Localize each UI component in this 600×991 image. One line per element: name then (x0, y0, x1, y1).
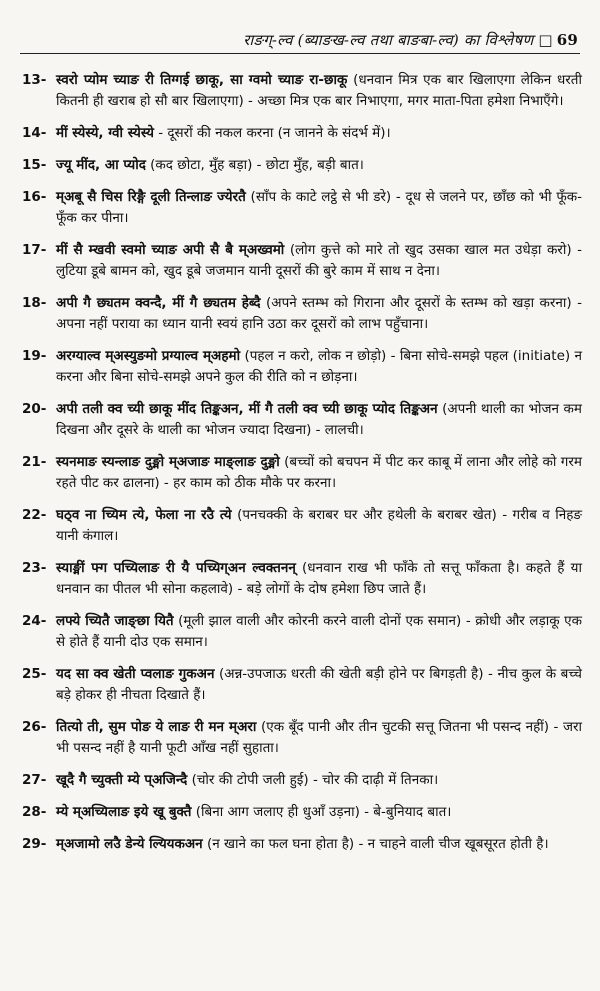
entry-text (56, 70, 582, 112)
proverb-phrase: मीं स्येस्ये, ग्वी स्येस्ये (56, 125, 154, 141)
entry-number: 23- (22, 560, 47, 576)
list-item (22, 717, 582, 759)
proverb-meaning: (मूली झाल वाली और कोरनी करने वाली दोनों एक समान) - क्रोधी और लड़ाकू एक से होते हैं यानी दोउ एक समान। (56, 613, 582, 650)
entry-text (56, 123, 582, 144)
proverb-phrase: खूदै गै च्युक्ती म्ये प्अजिन्दै (56, 772, 188, 788)
proverb-phrase: यद सा क्व खेती प्वलाङ गुकअन (56, 666, 215, 682)
entry-number: 27- (22, 772, 47, 788)
proverb-phrase: ज्यू मींद, आ प्योद (56, 157, 146, 173)
proverb-phrase: अपी गै छ्यतम क्वन्दै, मीं गै छ्यतम हेब्दै (56, 295, 261, 311)
entry-number: 22- (22, 507, 47, 523)
proverb-meaning: (अपने स्तम्भ को गिराना और दूसरों के स्तम्भ को खड़ा करना) - अपना नहीं पराया का ध्यान यानी स्वयं हानि उठा कर दूसरों को लाभ पहुँचाना। (56, 295, 582, 332)
list-item (22, 452, 582, 494)
proverb-phrase: घठ्व ना च्यिम त्ये, फेला ना रउै त्ये (56, 507, 232, 523)
proverb-meaning: (धनवान मित्र एक बार खिलाएगा लेकिन धरती कितनी ही खराब हो सौ बार खिलाएगा) - अच्छा मित्र एक बार निभाएगा, मगर माता-पिता हमेशा निभाएँगे। (56, 72, 582, 109)
entry-text (56, 505, 582, 547)
page-number: 69 (556, 31, 578, 49)
list-item (22, 558, 582, 600)
proverb-phrase: अरग्याल्व म्अस्युङमो प्रग्याल्व म्अहमो (56, 348, 241, 364)
proverb-meaning: (धनवान राख भी फाँके तो सत्तू फाँकता है। कहते हैं या धनवान का पीतल भी सोना कहलावे) - बड़े लोगों के दोष हमेशा छिप जाते हैं। (56, 560, 582, 597)
entry-text (56, 558, 582, 600)
entry-number: 21- (22, 454, 47, 470)
entry-text (56, 834, 582, 855)
proverb-meaning: - दूसरों की नकल करना (न जानने के संदर्भ में)। (153, 125, 391, 141)
proverb-phrase: तित्यो ती, सुम पोङ ये लाङ री मन म्अरा (56, 719, 257, 735)
list-item (22, 155, 582, 176)
entry-text (56, 802, 582, 823)
proverb-list (22, 70, 582, 866)
list-item (22, 802, 582, 823)
entry-text (56, 770, 582, 791)
entry-text (56, 664, 582, 706)
entry-number: 16- (22, 189, 47, 205)
entry-text (56, 187, 582, 229)
header-title: राङग्-ल्व (ब्याङख-ल्व तथा बाङबा-ल्व) का विश्लेषण (243, 31, 534, 49)
proverb-meaning: (बच्चों को बचपन में पीट कर काबू में लाना और लोहे को गरम रहते पीट कर ढालना) - हर काम को ठीक मौके पर करना। (56, 454, 583, 491)
proverb-meaning: (एक बूँद पानी और तीन चुटकी सत्तू जितना भी पसन्द नहीं) - जरा भी पसन्द नहीं है यानी फूटी आँख नहीं सुहाता। (56, 719, 582, 756)
entry-number: 14- (22, 125, 47, 141)
list-item (22, 187, 582, 229)
entry-number: 17- (22, 242, 47, 258)
entry-number: 28- (22, 804, 47, 820)
proverb-meaning: (कद छोटा, मुँह बड़ा) - छोटा मुँह, बड़ी बात। (145, 157, 364, 173)
list-item (22, 399, 582, 441)
entry-text (56, 293, 582, 335)
entry-number: 19- (22, 348, 47, 364)
entry-text (56, 346, 582, 388)
entry-number: 18- (22, 295, 47, 311)
entry-text (56, 399, 582, 441)
header-rule (20, 53, 580, 54)
proverb-phrase: म्अजामो लउै डेन्ये ल्यियकअन (56, 836, 203, 852)
entry-text (56, 717, 582, 759)
entry-text (56, 611, 582, 653)
proverb-phrase: मीं सै म्खवी स्वमो च्याङ अपी सै बै म्अख्वमो (56, 242, 285, 258)
proverb-phrase: स्वरो प्योम च्याङ री तिग्गई छाकू, सा ग्वमो च्याङ रा-छाकू (56, 72, 348, 88)
proverb-phrase: अपी तली क्व च्यी छाकू मींद तिङ्कअन, मीं गै तली क्व च्यी छाकू प्योद तिङ्कअन (56, 401, 438, 417)
header-box-glyph: □ (538, 31, 553, 49)
list-item (22, 505, 582, 547)
proverb-meaning: (न खाने का फल घना होता है) - न चाहने वाली चीज खूबसूरत होती है। (202, 836, 549, 852)
entry-number: 24- (22, 613, 47, 629)
list-item (22, 346, 582, 388)
list-item (22, 70, 582, 112)
entry-number: 13- (22, 72, 47, 88)
list-item (22, 664, 582, 706)
proverb-meaning: (चोर की टोपी जली हुई) - चोर की दाढ़ी में तिनका। (187, 772, 439, 788)
proverb-meaning: (अन्न-उपजाऊ धरती की खेती बड़ी होने पर बिगड़ती है) - नीच कुल के बच्चे बड़े होकर ही नीचता दिखाते हैं। (56, 666, 583, 703)
entry-number: 15- (22, 157, 47, 173)
list-item (22, 293, 582, 335)
entry-text (56, 240, 582, 282)
entry-text (56, 155, 582, 176)
list-item (22, 123, 582, 144)
running-header (243, 30, 578, 50)
proverb-phrase: लफ्ये च्यितै जाङ्छा यितै (56, 613, 174, 629)
proverb-meaning: (साँप के काटे लट्ठे से भी डरे) - दूध से जलने पर, छाँछ को भी फूँक-फूँक कर पीना। (56, 189, 583, 226)
entry-number: 29- (22, 836, 47, 852)
proverb-meaning: (पहल न करो, लोक न छोड़ो) - बिना सोचे-समझे पहल (initiate) न करना और बिना सोचे-समझे अपने कुल की रीति को न छोड़ना। (56, 348, 583, 385)
list-item (22, 834, 582, 855)
proverb-meaning: (लोग कुत्ते को मारे तो खुद उसका खाल मत उधेड़ा करो) - लुटिया डूबे बामन को, खुद डूबे जजमान यानी दूसरों की बुरे काम में साथ न देना। (56, 242, 582, 279)
entry-number: 20- (22, 401, 47, 417)
proverb-phrase: म्अबू सै चिस रिङ्गै दूली तिन्लाङ ज्येरतै (56, 189, 246, 205)
list-item (22, 240, 582, 282)
entry-text (56, 452, 582, 494)
proverb-phrase: स्याङ्मीं फ्ग पच्यिलाङ री यै पच्यिग्अन ल्वक्तनन् (56, 560, 296, 576)
entry-number: 25- (22, 666, 47, 682)
list-item (22, 770, 582, 791)
entry-number: 26- (22, 719, 47, 735)
proverb-meaning: (अपनी थाली का भोजन कम दिखना और दूसरे के थाली का भोजन ज्यादा दिखना) - लालची। (56, 401, 582, 438)
proverb-meaning: (पनचक्की के बराबर घर और हथेली के बराबर खेत) - गरीब व निहङ यानी कंगाल। (56, 507, 583, 544)
proverb-meaning: (बिना आग जलाए ही धुआँ उड़ना) - बे-बुनियाद बात। (191, 804, 452, 820)
proverb-phrase: स्यनमाङ स्यन्लाङ दुङ्मो म्अजाङ माङ्लाङ दुङ्मो (56, 454, 280, 470)
list-item (22, 611, 582, 653)
proverb-phrase: म्ये म्अच्यिलाङ इये खू बुक्तै (56, 804, 192, 820)
